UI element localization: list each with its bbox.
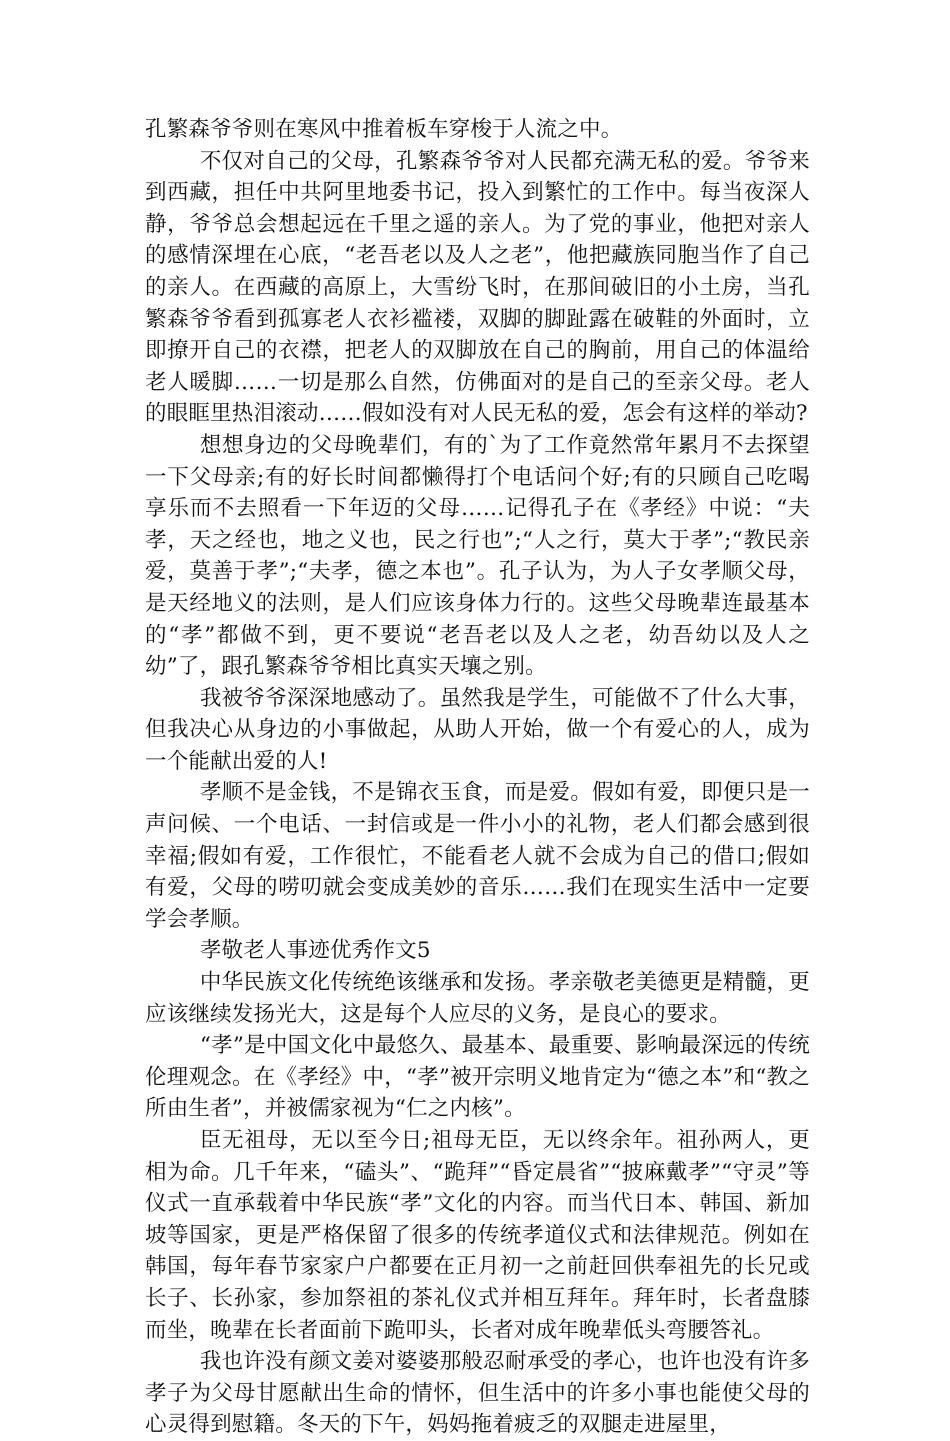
- paragraph-rituals: 臣无祖母，无以至今日;祖母无臣，无以终余年。祖孙两人，更相为命。几千年来，“磕头”、“跪拜”“昏定晨省”“披麻戴孝”“守灵”等仪式一直承载着中华民族“孝”文化的内容。而当代日本、韩国、新加坡等国家，更是严格保留了很多的传统孝道仪式和法律规范。例如在韩国，每年春节家家户户都要在正月初一之前赶回供奉祖先的长兄或长子、长孙家，参加祭祖的茶礼仪式并相互拜年。拜年时，长者盘膝而坐，晚辈在长者面前下跪叩头，长者对成年晚辈低头弯腰答礼。: [145, 1128, 810, 1343]
- paragraph-continuation: 孔繁森爷爷则在寒风中推着板车穿梭于人流之中。: [145, 117, 623, 142]
- paragraph-resolution: 我被爷爷深深地感动了。虽然我是学生，可能做不了什么大事，但我决心从身边的小事做起，从助人开始，做一个有爱心的人，成为一个能献出爱的人!: [145, 685, 810, 774]
- paragraph-kong-fansen-tibet: 不仅对自己的父母，孔繁森爷爷对人民都充满无私的爱。爷爷来到西藏，担任中共阿里地委书记，投入到繁忙的工作中。每当夜深人静，爷爷总会想起远在千里之遥的亲人。为了党的事业，他把对亲人的感情深埋在心底，“老吾老以及人之老”，他把藏族同胞当作了自己的亲人。在西藏的高原上，大雪纷飞时，在那间破旧的小土房，当孔繁森爷爷看到孤寡老人衣衫褴褛，双脚的脚趾露在破鞋的外面时，立即撩开自己的衣襟，把老人的双脚放在自己的胸前，用自己的体温给老人暖脚……一切是那么自然，仿佛面对的是自己的至亲父母。老人的眼眶里热泪滚动……假如没有对人民无私的爱，怎会有这样的举动?: [145, 148, 810, 427]
- paragraph-tradition: 中华民族文化传统绝该继承和发扬。孝亲敬老美德更是精髓，更应该继续发扬光大，这是每个人应尽的义务，是良心的要求。: [145, 970, 810, 1027]
- paragraph-filial-love: 孝顺不是金钱，不是锦衣玉食，而是爱。假如有爱，即便只是一声问候、一个电话、一封信或是一件小小的礼物，老人们都会感到很幸福;假如有爱，工作很忙，不能看老人就不会成为自己的借口;假如有爱，父母的唠叨就会变成美妙的音乐……我们在现实生活中一定要学会孝顺。: [145, 780, 810, 932]
- essay-heading: 孝敬老人事迹优秀作文5: [199, 938, 431, 964]
- paragraph-xiao-concept: “孝”是中国文化中最悠久、最基本、最重要、影响最深远的传统伦理观念。在《孝经》中，“孝”被开宗明义地肯定为“德之本”和“教之所由生者”，并被儒家视为“仁之内核”。: [145, 1033, 810, 1122]
- paragraph-parents-reflection: 想想身边的父母晚辈们，有的`为了工作竟然常年累月不去探望一下父母亲;有的好长时间都懒得打个电话问个好;有的只顾自己吃喝享乐而不去照看一下年迈的父母……记得孔子在《孝经》中说：“夫孝，天之经也，地之义也，民之行也”;“人之行，莫大于孝”;“教民亲爱，莫善于孝”;“夫孝，德之本也”。孔子认为，为人子女孝顺父母，是天经地义的法则，是人们应该身体力行的。这些父母晚辈连最基本的“孝”都做不到，更不要说“老吾老以及人之老，幼吾幼以及人之幼”了，跟孔繁森爷爷相比真实天壤之别。: [145, 432, 810, 680]
- paragraph-personal: 我也许没有颜文姜对婆婆那般忍耐承受的孝心，也许也没有许多孝子为父母甘愿献出生命的情怀，但生活中的许多小事也能使父母的心灵得到慰籍。冬天的下午，妈妈拖着疲乏的双腿走进屋里，: [145, 1349, 810, 1438]
- article-body: [145, 114, 810, 1441]
